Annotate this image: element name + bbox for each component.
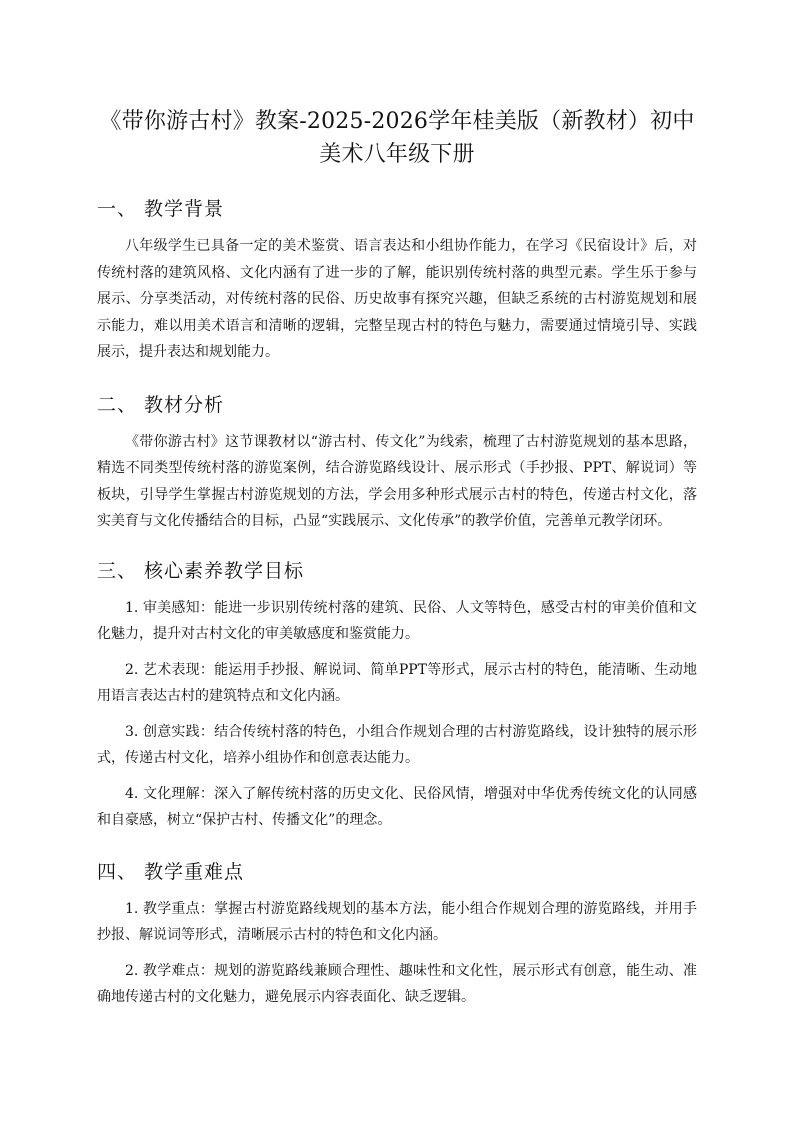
section-paragraph: 《带你游古村》这节课教材以“游古村、传文化”为线索，梳理了古村游览规划的基本思路，精选不同类型传统村落的游览案例，结合游览路线设计、展示形式（手抄报、PPT、解说词）等板块，引导学生掌握古村游览规划的方法，学会用多种形式展示古村的特色，传递古村文化，落实美育与文化传播结合的目标，凸显“实践展示、文化传承”的教学价值，完善单元教学闭环。: [97, 433, 697, 529]
goal-item: 4. 文化理解：深入了解传统村落的历史文化、民俗风情，增强对中华优秀传统文化的认同感和自豪感，树立“保护古村、传播文化”的理念。: [97, 785, 697, 828]
goal-item: 3. 创意实践：结合传统村落的特色，小组合作规划合理的古村游览路线，设计独特的展示形式，传递古村文化，培养小组协作和创意表达能力。: [97, 723, 697, 766]
section-heading: 一、 教学背景: [97, 198, 225, 220]
section-textbook-analysis: [97, 391, 697, 535]
key-point-item: 1. 教学重点：掌握古村游览路线规划的基本方法，能小组合作规划合理的游览路线，并用手抄报、解说词等形式，清晰展示古村的特色和文化内涵。: [97, 900, 697, 943]
section-paragraph: 八年级学生已具备一定的美术鉴赏、语言表达和小组协作能力，在学习《民宿设计》后，对传统村落的建筑风格、文化内涵有了进一步的了解，能识别传统村落的典型元素。学生乐于参与展示、分享类活动，对传统村落的民俗、历史故事有探究兴趣，但缺乏系统的古村游览规划和展示能力，难以用美术语言和清晰的逻辑，完整呈现古村的特色与魅力，需要通过情境引导、实践展示，提升表达和规划能力。: [97, 238, 697, 360]
section-heading: 三、 核心素养教学目标: [97, 559, 305, 582]
section-teaching-background: [97, 195, 697, 366]
goal-item: 2. 艺术表现：能运用手抄报、解说词、简单PPT等形式，展示古村的特色，能清晰、生动地用语言表达古村的建筑特点和文化内涵。: [97, 661, 697, 704]
section-heading: 四、 教学重难点: [97, 860, 245, 883]
section-key-difficult-points: [97, 858, 697, 1011]
goal-item: 1. 审美感知：能进一步识别传统村落的建筑、民俗、人文等特色，感受古村的审美价值和文化魅力，提升对古村文化的审美敏感度和鉴赏能力。: [97, 599, 697, 642]
section-core-literacy-goals: [97, 557, 697, 834]
section-heading: 二、 教材分析: [97, 393, 225, 416]
difficult-point-item: 2. 教学难点：规划的游览路线兼顾合理性、趣味性和文化性，展示形式有创意，能生动、准确地传递古村的文化魅力，避免展示内容表面化、缺乏逻辑。: [97, 962, 697, 1005]
document-title: 《带你游古村》教案-2025-2026学年桂美版（新教材）初中美术八年级下册: [99, 109, 695, 167]
